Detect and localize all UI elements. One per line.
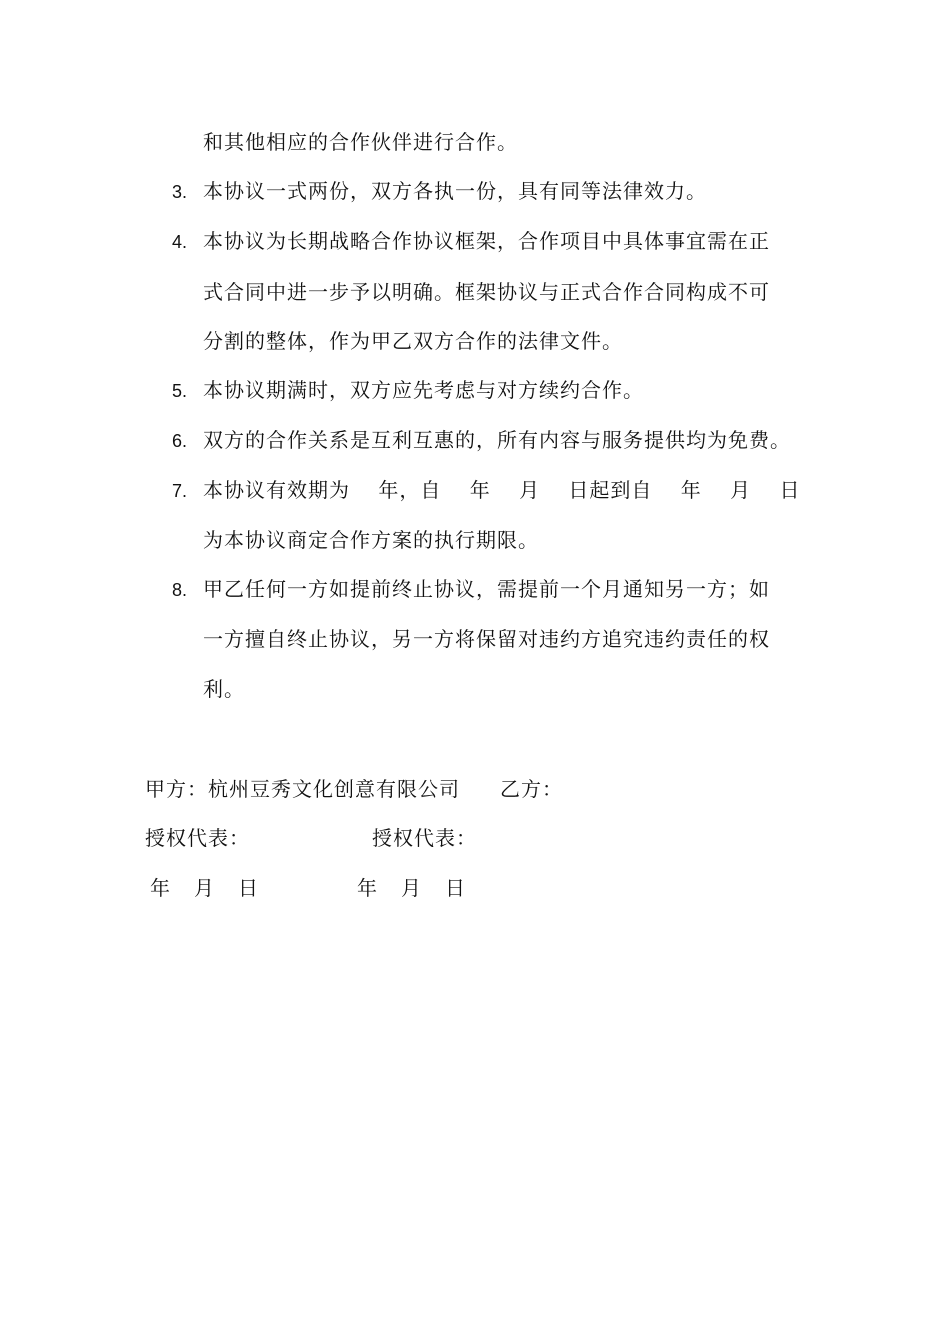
item-line: 本协议一式两份，双方各执一份，具有同等法律效力。 <box>203 179 707 203</box>
item-line: 为本协议商定合作方案的执行期限。 <box>203 528 539 552</box>
item-number: 5. <box>172 381 188 401</box>
party-a-label: 甲方：杭州豆秀文化创意有限公司 <box>145 777 460 801</box>
item-line: 本协议为长期战略合作协议框架，合作项目中具体事宜需在正 <box>203 229 770 253</box>
item-number: 7. <box>172 481 188 501</box>
continuation-line: 和其他相应的合作伙伴进行合作。 <box>203 130 518 154</box>
item-number: 3. <box>172 182 188 202</box>
item-line: 一方擅自终止协议，另一方将保留对违约方追究违约责任的权 <box>203 627 770 651</box>
item-line: 本协议有效期为 年，自 年 月 日起到自 年 月 日 <box>203 478 801 502</box>
item-line: 本协议期满时，双方应先考虑与对方续约合作。 <box>203 378 644 402</box>
item-line: 双方的合作关系是互利互惠的，所有内容与服务提供均为免费。 <box>203 428 791 452</box>
item-number: 4. <box>172 232 188 252</box>
item-line: 分割的整体，作为甲乙双方合作的法律文件。 <box>203 329 623 353</box>
party-a-representative: 授权代表： <box>145 826 250 850</box>
item-number: 6. <box>172 431 188 451</box>
party-b-date: 年 月 日 <box>357 876 467 900</box>
party-b-label: 乙方： <box>500 777 563 801</box>
party-a-date: 年 月 日 <box>150 876 260 900</box>
item-number: 8. <box>172 580 188 600</box>
item-line: 利。 <box>203 677 245 701</box>
party-b-representative: 授权代表： <box>372 826 477 850</box>
item-line: 甲乙任何一方如提前终止协议，需提前一个月通知另一方；如 <box>203 577 770 601</box>
item-line: 式合同中进一步予以明确。框架协议与正式合作合同构成不可 <box>203 280 770 304</box>
